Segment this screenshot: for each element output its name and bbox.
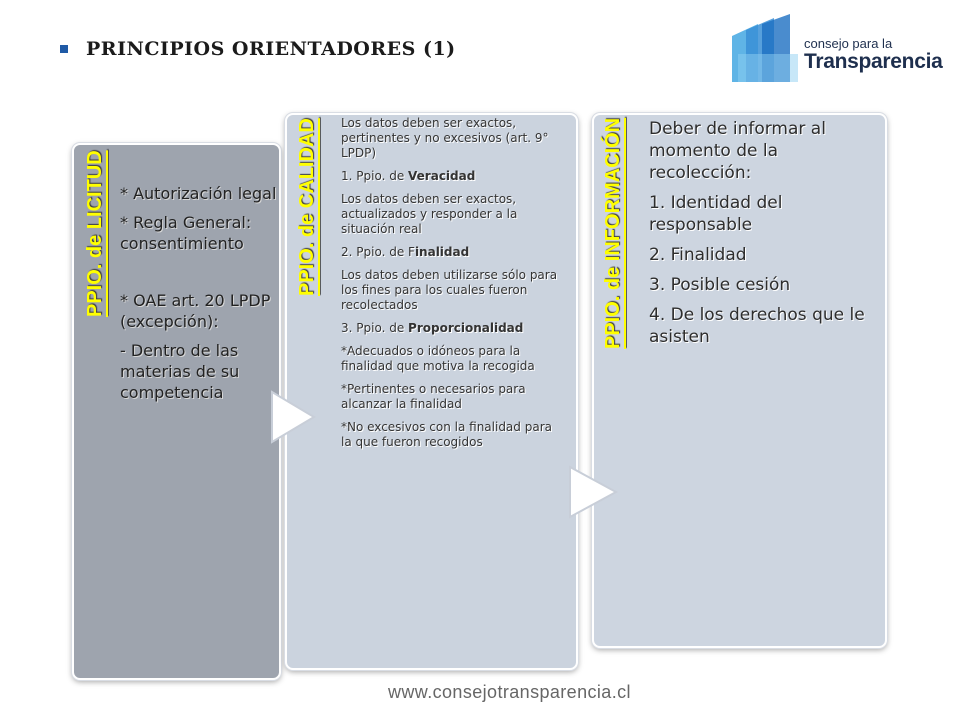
licitud-item: * Regla General: consentimiento xyxy=(120,213,252,253)
label-licitud: PPIO. de LICITUD xyxy=(84,150,106,317)
licitud-item: - Dentro de las materias de su competencia xyxy=(120,341,240,402)
logo xyxy=(728,14,943,84)
slide-title: PRINCIPIOS ORIENTADORES (1) xyxy=(86,38,456,60)
label-calidad: PPIO. de CALIDAD xyxy=(296,118,318,296)
calidad-item: *No excesivos con la finalidad para la que fueron recogidos xyxy=(341,420,552,449)
licitud-item: * Autorización legal xyxy=(120,184,277,203)
licitud-content xyxy=(120,183,278,411)
slide-header xyxy=(60,38,456,60)
calidad-heading-1: 1. Ppio. de Veracidad xyxy=(341,169,476,183)
informacion-item: Deber de informar al momento de la recolección: xyxy=(649,119,826,183)
informacion-content xyxy=(649,118,871,356)
logo-line2: Transparencia xyxy=(804,50,943,73)
logo-mark-icon xyxy=(728,14,808,84)
informacion-item: 3. Posible cesión xyxy=(649,275,791,295)
calidad-item: *Pertinentes o necesarios para alcanzar la finalidad xyxy=(341,382,526,411)
bullet-icon xyxy=(60,45,68,53)
calidad-heading-2: 2. Ppio. de Finalidad xyxy=(341,245,470,259)
label-informacion: PPIO. de INFORMACIÓN xyxy=(602,118,624,350)
calidad-heading-3: 3. Ppio. de Proporcionalidad xyxy=(341,321,524,335)
calidad-text-2: Los datos deben utilizarse sólo para los fines para los cuales fueron recolectados xyxy=(341,268,558,312)
calidad-text-1: Los datos deben ser exactos, actualizados y responder a la situación real xyxy=(341,192,518,236)
calidad-content xyxy=(341,116,566,458)
footer-url[interactable]: www.consejotransparencia.cl xyxy=(388,682,631,702)
arrow-right-icon xyxy=(566,463,622,521)
informacion-item: 2. Finalidad xyxy=(649,245,747,265)
logo-line1: consejo para la xyxy=(804,36,893,51)
calidad-item: *Adecuados o idóneos para la finalidad que motiva la recogida xyxy=(341,344,535,373)
calidad-intro: Los datos deben ser exactos, pertinentes y no excesivos (art. 9° LPDP) xyxy=(341,116,549,160)
informacion-item: 1. Identidad del responsable xyxy=(649,193,783,235)
informacion-item: 4. De los derechos que le asisten xyxy=(649,305,865,347)
licitud-item: * OAE art. 20 LPDP (excepción): xyxy=(120,291,271,331)
